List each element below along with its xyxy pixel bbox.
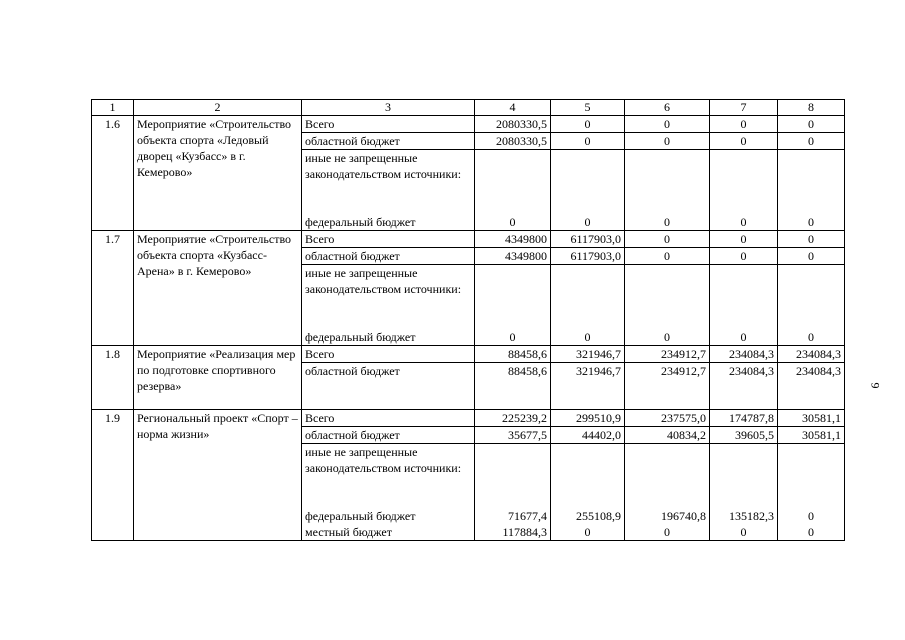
source-label: областной бюджет bbox=[302, 133, 475, 150]
table-row bbox=[92, 116, 845, 133]
value-cell: 0 bbox=[625, 231, 710, 248]
value-cell: 40834,2 bbox=[625, 427, 710, 444]
header-row bbox=[92, 100, 845, 116]
source-label: областной бюджет bbox=[302, 427, 475, 444]
header-cell: 8 bbox=[778, 100, 845, 116]
value-cell: 2080330,5 bbox=[475, 116, 551, 133]
value-cell: 0 bbox=[625, 214, 710, 231]
value-cell: 0 bbox=[551, 214, 625, 231]
value-cell: 0 bbox=[625, 133, 710, 150]
value-cell: 0 bbox=[625, 116, 710, 133]
source-label: иные не запрещенные законодательством источники: bbox=[302, 444, 475, 509]
value-cell: 0 bbox=[778, 329, 845, 346]
value-cell: 0 bbox=[710, 214, 778, 231]
value-cell: 0 bbox=[551, 329, 625, 346]
row-number: 1.8 bbox=[92, 346, 134, 410]
measure-name: Мероприятие «Строительство объекта спорта «Ледовый дворец «Кузбасс» в г. Кемерово» bbox=[134, 116, 302, 231]
value-cell: 0 bbox=[778, 231, 845, 248]
value-cell: 6117903,0 bbox=[551, 231, 625, 248]
source-label: федеральный бюджет bbox=[302, 329, 475, 346]
value-cell: 0 bbox=[778, 116, 845, 133]
value-cell: 0 bbox=[625, 524, 710, 541]
value-cell: 39605,5 bbox=[710, 427, 778, 444]
value-cell: 0 bbox=[778, 214, 845, 231]
source-label: Всего bbox=[302, 231, 475, 248]
source-label: Всего bbox=[302, 410, 475, 427]
table-row bbox=[92, 346, 845, 363]
value-cell: 0 bbox=[778, 524, 845, 541]
value-cell: 0 bbox=[475, 214, 551, 231]
value-cell: 0 bbox=[710, 231, 778, 248]
value-cell: 234084,3 bbox=[778, 363, 845, 410]
value-cell: 88458,6 bbox=[475, 363, 551, 410]
source-label: федеральный бюджет bbox=[302, 214, 475, 231]
value-cell: 0 bbox=[778, 248, 845, 265]
value-cell: 4349800 bbox=[475, 248, 551, 265]
measure-name: Региональный проект «Спорт – норма жизни» bbox=[134, 410, 302, 541]
header-cell: 6 bbox=[625, 100, 710, 116]
value-cell: 237575,0 bbox=[625, 410, 710, 427]
value-cell: 255108,9 bbox=[551, 508, 625, 524]
value-cell: 234084,3 bbox=[710, 346, 778, 363]
row-number: 1.9 bbox=[92, 410, 134, 541]
value-cell: 0 bbox=[778, 508, 845, 524]
header-cell: 2 bbox=[134, 100, 302, 116]
value-cell: 88458,6 bbox=[475, 346, 551, 363]
source-label: федеральный бюджет bbox=[302, 508, 475, 524]
row-number: 1.7 bbox=[92, 231, 134, 346]
source-label: иные не запрещенные законодательством источники: bbox=[302, 265, 475, 330]
value-cell: 0 bbox=[710, 524, 778, 541]
source-label: Всего bbox=[302, 116, 475, 133]
value-cell: 0 bbox=[778, 133, 845, 150]
value-cell: 0 bbox=[551, 116, 625, 133]
header-cell: 4 bbox=[475, 100, 551, 116]
value-cell: 44402,0 bbox=[551, 427, 625, 444]
source-label: местный бюджет bbox=[302, 524, 475, 541]
value-cell: 135182,3 bbox=[710, 508, 778, 524]
source-label: Всего bbox=[302, 346, 475, 363]
value-cell: 0 bbox=[625, 248, 710, 265]
source-label: областной бюджет bbox=[302, 363, 475, 410]
value-cell: 117884,3 bbox=[475, 524, 551, 541]
value-cell: 234084,3 bbox=[710, 363, 778, 410]
value-cell: 35677,5 bbox=[475, 427, 551, 444]
value-cell: 30581,1 bbox=[778, 427, 845, 444]
header-cell: 1 bbox=[92, 100, 134, 116]
measure-name: Мероприятие «Реализация мер по подготовке спортивного резерва» bbox=[134, 346, 302, 410]
value-cell: 0 bbox=[551, 133, 625, 150]
table-row bbox=[92, 231, 845, 248]
value-cell: 0 bbox=[551, 524, 625, 541]
value-cell: 174787,8 bbox=[710, 410, 778, 427]
value-cell: 225239,2 bbox=[475, 410, 551, 427]
value-cell: 196740,8 bbox=[625, 508, 710, 524]
value-cell: 0 bbox=[710, 116, 778, 133]
value-cell: 0 bbox=[625, 329, 710, 346]
value-cell: 4349800 bbox=[475, 231, 551, 248]
value-cell: 0 bbox=[710, 329, 778, 346]
measure-name: Мероприятие «Строительство объекта спорта «Кузбасс-Арена» в г. Кемерово» bbox=[134, 231, 302, 346]
value-cell: 0 bbox=[710, 248, 778, 265]
value-cell: 0 bbox=[475, 329, 551, 346]
value-cell: 299510,9 bbox=[551, 410, 625, 427]
header-cell: 3 bbox=[302, 100, 475, 116]
value-cell: 71677,4 bbox=[475, 508, 551, 524]
value-cell: 234084,3 bbox=[778, 346, 845, 363]
header-cell: 5 bbox=[551, 100, 625, 116]
value-cell: 234912,7 bbox=[625, 346, 710, 363]
value-cell: 2080330,5 bbox=[475, 133, 551, 150]
header-cell: 7 bbox=[710, 100, 778, 116]
value-cell: 6117903,0 bbox=[551, 248, 625, 265]
source-label: областной бюджет bbox=[302, 248, 475, 265]
budget-table bbox=[91, 99, 845, 541]
table-row bbox=[92, 410, 845, 427]
value-cell: 321946,7 bbox=[551, 363, 625, 410]
page-number: 9 bbox=[868, 382, 883, 389]
row-number: 1.6 bbox=[92, 116, 134, 231]
value-cell: 0 bbox=[710, 133, 778, 150]
value-cell: 30581,1 bbox=[778, 410, 845, 427]
value-cell: 321946,7 bbox=[551, 346, 625, 363]
source-label: иные не запрещенные законодательством источники: bbox=[302, 150, 475, 215]
value-cell: 234912,7 bbox=[625, 363, 710, 410]
